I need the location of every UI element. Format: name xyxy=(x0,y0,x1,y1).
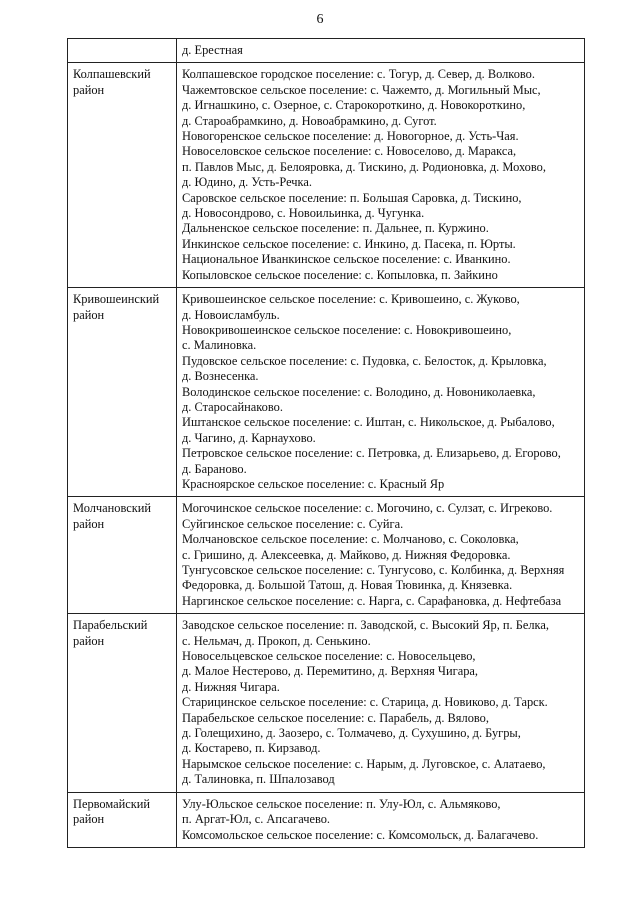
settlement-line: Кривошеинское сельское поселение: с. Кривошеино, с. Жуково, xyxy=(182,292,520,307)
page-number: 6 xyxy=(316,12,324,27)
district-name-cell: Молчановский район xyxy=(68,497,177,614)
districts-table xyxy=(67,38,585,848)
settlements-cell xyxy=(177,614,585,792)
settlement-line: Саровское сельское поселение: п. Большая Саровка, д. Тискино, xyxy=(182,190,522,205)
settlement-line: Федоровка, д. Большой Татош, д. Новая Тювинка, д. Князевка. xyxy=(182,578,513,593)
table-row xyxy=(68,497,585,614)
settlement-line: п. Аргат-Юл, с. Апсагачево. xyxy=(182,812,331,827)
settlement-line: д. Ерестная xyxy=(182,43,243,57)
settlements-cell xyxy=(177,288,585,497)
settlement-line: Володинское сельское поселение: с. Володино, д. Новониколаевка, xyxy=(182,384,536,399)
settlement-line: п. Павлов Мыс, д. Белоярoвка, д. Тискино, д. Родионовка, д. Мохово, xyxy=(182,159,546,174)
settlement-line: с. Малиновка. xyxy=(182,338,257,353)
settlement-line: Заводское сельское поселение: п. Заводской, с. Высокий Яр, п. Белка, xyxy=(182,618,549,633)
settlement-line: д. Костарево, п. Кирзавод. xyxy=(182,741,321,756)
settlement-line: Чажемтовское сельское поселение: с. Чажемто, д. Могильный Мыс, xyxy=(182,82,541,97)
settlement-line: с. Нельмач, д. Прокоп, д. Сенькино. xyxy=(182,633,371,648)
settlement-line: д. Новосондрово, с. Новоильинка, д. Чугунка. xyxy=(182,206,425,221)
settlement-line: Новокривошеинское сельское поселение: с. Новокривошеино, xyxy=(182,322,512,337)
settlement-line: Копыловское сельское поселение: с. Копыловка, п. Зайкино xyxy=(182,267,498,282)
district-name-cell xyxy=(68,39,177,63)
settlement-line: д. Вознесенка. xyxy=(182,369,259,384)
settlement-line: Комсомольское сельское поселение: с. Комсомольск, д. Балагачево. xyxy=(182,827,539,842)
settlement-line: Колпашевское городское поселение: с. Тогур, д. Север, д. Волково. xyxy=(182,67,535,82)
settlement-line: Улу-Юльское сельское поселение: п. Улу-Юл, с. Альмяково, xyxy=(182,796,501,811)
district-name-cell: Первомайский район xyxy=(68,792,177,847)
district-name-cell: Парабельский район xyxy=(68,614,177,792)
settlements-cell xyxy=(177,497,585,614)
settlement-line: д. Новоисламбуль. xyxy=(182,307,280,322)
table-row xyxy=(68,792,585,847)
district-name-cell: Колпашевский район xyxy=(68,63,177,288)
settlement-line: Суйгинское сельское поселение: с. Суйга. xyxy=(182,516,404,531)
settlement-line: Парабельское сельское поселение: с. Парабель, д. Вялово, xyxy=(182,710,489,725)
settlement-line: Новоселовское сельское поселение: с. Новоселово, д. Маракса, xyxy=(182,144,517,159)
table-row xyxy=(68,63,585,288)
table-body xyxy=(68,39,585,848)
settlement-line: Петровское сельское поселение: с. Петровка, д. Елизарьево, д. Егорово, xyxy=(182,446,561,461)
settlement-line: д. Чагино, д. Карнаухово. xyxy=(182,430,316,445)
settlements-cell xyxy=(177,792,585,847)
settlement-line: Национальное Иванкинское сельское поселение: с. Иванкино. xyxy=(182,252,511,267)
settlements-cell xyxy=(177,39,585,63)
settlement-line: Нарымское сельское поселение: с. Нарым, д. Луговское, с. Алатаево, xyxy=(182,756,546,771)
settlement-line: д. Голещихино, д. Заозеро, с. Толмачево, д. Сухушино, д. Бугры, xyxy=(182,726,521,741)
settlement-line: Пудовское сельское поселение: с. Пудовка, с. Белосток, д. Крыловка, xyxy=(182,353,547,368)
settlement-line: Тунгусовское сельское поселение: с. Тунгусово, с. Колбинка, д. Верхняя xyxy=(182,563,565,577)
settlement-line: Новосельцевское сельское поселение: с. Новосельцево, xyxy=(182,649,476,664)
settlement-line: д. Старосайнаково. xyxy=(182,399,283,414)
table-row xyxy=(68,614,585,792)
settlement-line: Иштанское сельское поселение: с. Иштан, с. Никольское, д. Рыбалово, xyxy=(182,415,555,430)
settlement-line: Дальненское сельское поселение: п. Дальнее, п. Куржино. xyxy=(182,221,489,236)
settlements-cell xyxy=(177,63,585,288)
settlement-line: д. Староабрамкино, д. Новоабрамкино, д. Сугот. xyxy=(182,113,437,128)
table-row xyxy=(68,39,585,63)
settlement-line: д. Талиновка, п. Шпалозавод xyxy=(182,772,335,787)
settlement-line: с. Гришино, д. Алексеевка, д. Майково, д. Нижняя Федоровка. xyxy=(182,547,511,562)
settlement-line: Красноярское сельское поселение: с. Красный Яр xyxy=(182,476,445,491)
settlement-line: д. Бараново. xyxy=(182,461,247,476)
table-row xyxy=(68,288,585,497)
settlement-line: д. Нижняя Чигара. xyxy=(182,679,280,694)
settlement-line: Новогоренское сельское поселение: д. Новогорное, д. Усть-Чая. xyxy=(182,129,519,144)
settlement-line: Старицинское сельское поселение: с. Старица, д. Новиково, д. Тарск. xyxy=(182,695,548,710)
settlement-line: Наргинское сельское поселение: с. Нарга, с. Сарафановка, д. Нефтебаза xyxy=(182,593,562,608)
settlement-line: д. Малое Нестерово, д. Перемитино, д. Верхняя Чигара, xyxy=(182,664,478,679)
settlement-line: Молчановское сельское поселение: с. Молчаново, с. Соколовка, xyxy=(182,532,519,547)
settlement-line: Инкинское сельское поселение: с. Инкино, д. Пасека, п. Юрты. xyxy=(182,236,516,251)
settlement-line: д. Юдино, д. Усть-Речка. xyxy=(182,175,312,190)
settlement-line: д. Игнашкино, с. Озерное, с. Старокороткино, д. Новокороткино, xyxy=(182,98,526,113)
district-name-cell: Кривошеинский район xyxy=(68,288,177,497)
settlement-line: Могочинское сельское поселение: с. Могочино, с. Сулзат, с. Игреково. xyxy=(182,501,553,516)
